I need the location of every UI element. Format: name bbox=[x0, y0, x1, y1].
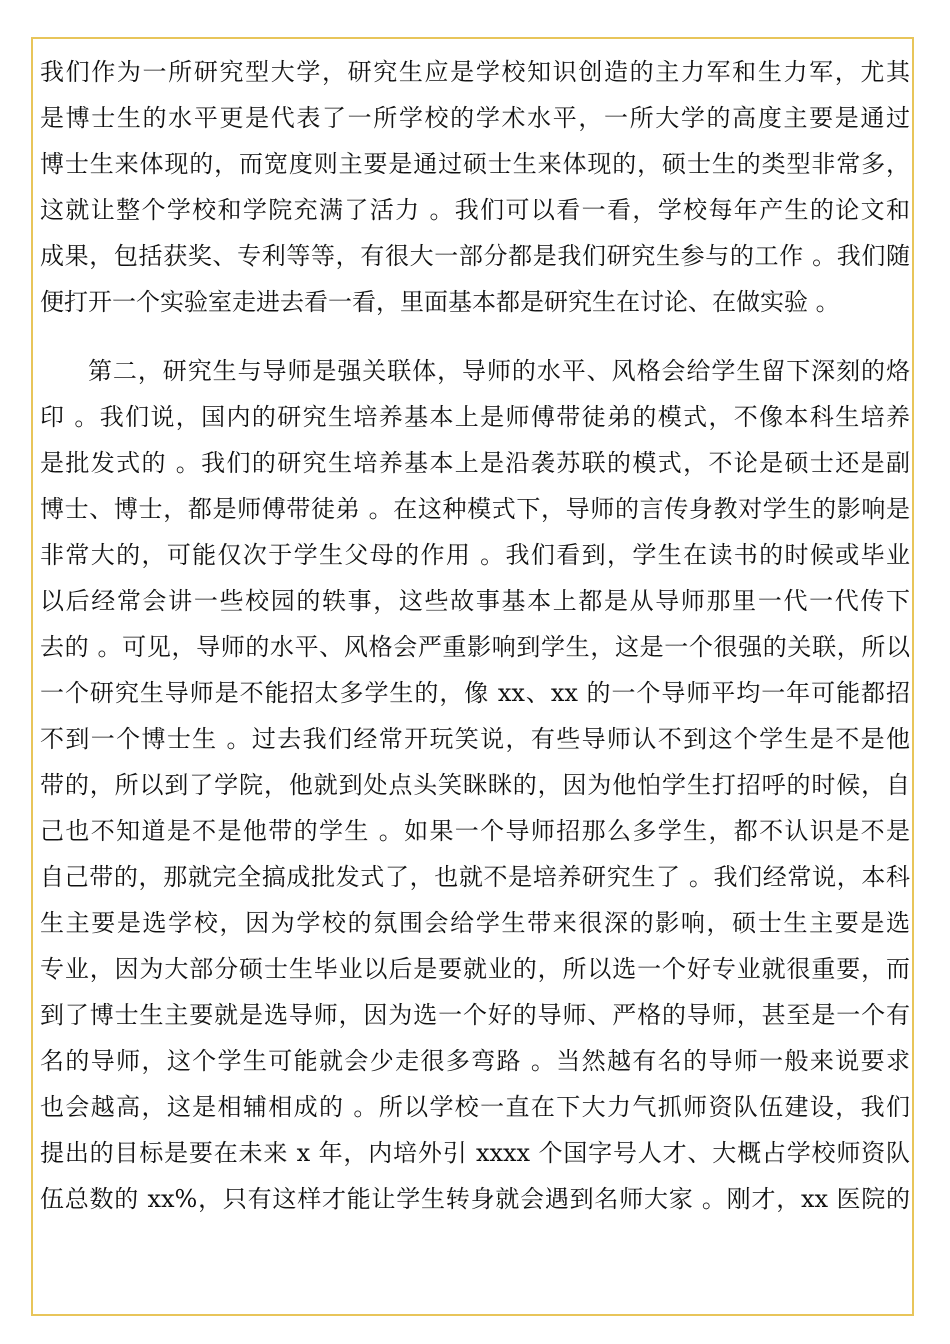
text-line: 不到一个博士生 。过去我们经常开玩笑说，有些导师认不到这个学生是不是他 bbox=[40, 725, 910, 753]
text-line: 名的导师，这个学生可能就会少走很多弯路 。当然越有名的导师一般来说要求 bbox=[40, 1047, 910, 1075]
text-line: 专业，因为大部分硕士生毕业以后是要就业的，所以选一个好专业就很重要，而 bbox=[40, 955, 910, 983]
text-line: 博士、博士，都是师傅带徒弟 。在这种模式下，导师的言传身教对学生的影响是 bbox=[40, 495, 910, 523]
text-line: 以后经常会讲一些校园的轶事，这些故事基本上都是从导师那里一代一代传下 bbox=[40, 587, 910, 615]
text-line: 带的，所以到了学院，他就到处点头笑眯眯的，因为他怕学生打招呼的时候，自 bbox=[40, 771, 910, 799]
text-line: 到了博士生主要就是选导师，因为选一个好的导师、严格的导师，甚至是一个有 bbox=[40, 1001, 910, 1029]
text-line: 成果，包括获奖、专利等等，有很大一部分都是我们研究生参与的工作 。我们随 bbox=[40, 242, 910, 270]
text-line: 非常大的，可能仅次于学生父母的作用 。我们看到，学生在读书的时候或毕业 bbox=[40, 541, 910, 569]
text-line: 博士生来体现的，而宽度则主要是通过硕士生来体现的，硕士生的类型非常多， bbox=[40, 150, 910, 178]
text-line: 第二，研究生与导师是强关联体，导师的水平、风格会给学生留下深刻的烙 bbox=[88, 357, 910, 385]
text-line: 自己带的，那就完全搞成批发式了，也就不是培养研究生了 。我们经常说，本科 bbox=[40, 863, 910, 891]
document-body bbox=[40, 49, 910, 1222]
text-line: 这就让整个学校和学院充满了活力 。我们可以看一看，学校每年产生的论文和 bbox=[40, 196, 910, 224]
text-line: 便打开一个实验室走进去看一看，里面基本都是研究生在讨论、在做实验 。 bbox=[40, 288, 840, 316]
text-line: 印 。我们说，国内的研究生培养基本上是师傅带徒弟的模式，不像本科生培养 bbox=[40, 403, 910, 431]
text-line: 己也不知道是不是他带的学生 。如果一个导师招那么多学生，都不认识是不是 bbox=[40, 817, 910, 845]
text-line: 一个研究生导师是不能招太多学生的，像 xx、xx 的一个导师平均一年可能都招 bbox=[40, 679, 910, 707]
text-line: 是批发式的 。我们的研究生培养基本上是沿袭苏联的模式，不论是硕士还是副 bbox=[40, 449, 910, 477]
text-line: 伍总数的 xx%，只有这样才能让学生转身就会遇到名师大家 。刚才，xx 医院的 bbox=[40, 1185, 910, 1213]
text-line: 生主要是选学校，因为学校的氛围会给学生带来很深的影响，硕士生主要是选 bbox=[40, 909, 910, 937]
text-line: 提出的目标是要在未来 x 年，内培外引 xxxx 个国字号人才、大概占学校师资队 bbox=[40, 1139, 910, 1167]
paragraph-2 bbox=[40, 348, 910, 1222]
text-line: 也会越高，这是相辅相成的 。所以学校一直在下大力气抓师资队伍建设，我们 bbox=[40, 1093, 910, 1121]
text-line: 是博士生的水平更是代表了一所学校的学术水平，一所大学的高度主要是通过 bbox=[40, 104, 910, 132]
paragraph-spacer bbox=[40, 325, 910, 348]
paragraph-1 bbox=[40, 49, 910, 325]
text-line: 我们作为一所研究型大学，研究生应是学校知识创造的主力军和生力军，尤其 bbox=[40, 58, 910, 86]
text-line: 去的 。可见，导师的水平、风格会严重影响到学生，这是一个很强的关联，所以 bbox=[40, 633, 910, 661]
